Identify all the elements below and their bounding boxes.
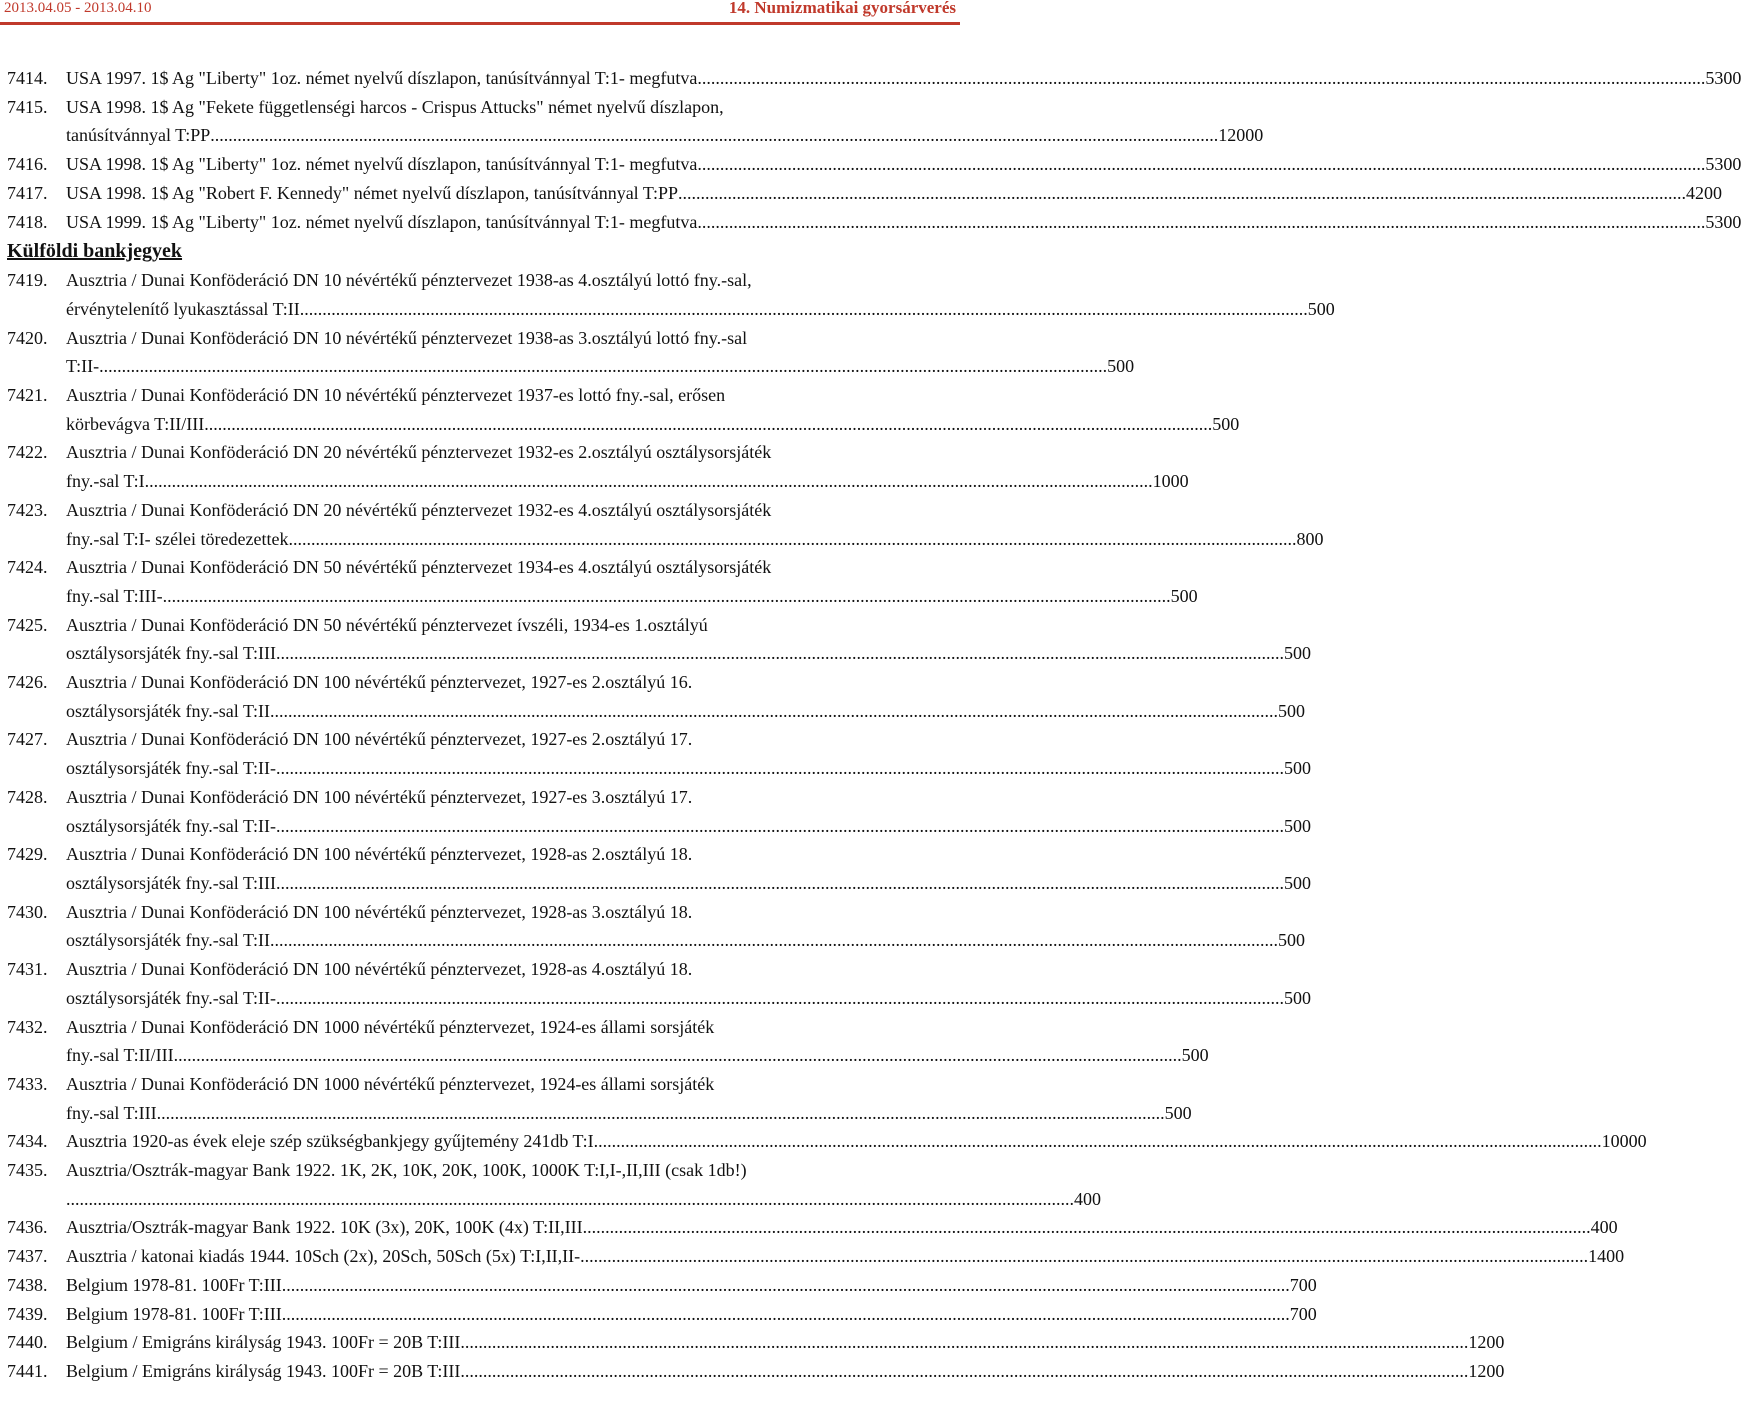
lot-body bbox=[66, 955, 1311, 1012]
lot-price-line bbox=[66, 208, 1741, 237]
dot-leader bbox=[460, 1357, 1468, 1386]
lot-description-end: USA 1999. 1$ Ag "Liberty" 1oz. német nyelvű díszlapon, tanúsítvánnyal T:1- megfutva bbox=[66, 211, 698, 232]
dot-leader bbox=[697, 150, 1705, 179]
lot-price: 500 bbox=[1284, 987, 1312, 1008]
lot-price: 1200 bbox=[1468, 1332, 1505, 1353]
lot-price-line bbox=[66, 1357, 1504, 1386]
lot-entry bbox=[7, 208, 1741, 237]
lot-price: 1400 bbox=[1588, 1246, 1625, 1267]
lot-price: 500 bbox=[1284, 643, 1312, 664]
lot-price: 10000 bbox=[1601, 1131, 1647, 1152]
lot-price: 500 bbox=[1278, 930, 1306, 951]
lot-description: Ausztria / Dunai Konföderáció DN 10 névértékű pénztervezet 1938-as 4.osztályú lottó fny.-sal, bbox=[66, 270, 752, 291]
lot-description-end: USA 1998. 1$ Ag "Liberty" 1oz. német nyelvű díszlapon, tanúsítvánnyal T:1- megfutva bbox=[66, 154, 698, 175]
lot-entry bbox=[7, 1300, 1317, 1329]
lot-number: 7428. bbox=[7, 786, 48, 807]
lot-price-line bbox=[66, 1099, 1192, 1128]
dot-leader bbox=[66, 1185, 1074, 1214]
lot-body bbox=[66, 208, 1741, 237]
lot-price: 500 bbox=[1278, 700, 1306, 721]
lot-price-line bbox=[66, 697, 1305, 726]
lot-number: 7437. bbox=[7, 1246, 48, 1267]
lot-description: Ausztria / Dunai Konföderáció DN 100 névértékű pénztervezet, 1927-es 2.osztályú 16. bbox=[66, 672, 693, 693]
lot-body bbox=[66, 64, 1741, 93]
lot-price-line bbox=[66, 1127, 1647, 1156]
lot-price-line bbox=[66, 295, 1335, 324]
lot-entry bbox=[7, 1271, 1317, 1300]
auction-title: 14. Numizmatikai gyorsárverés bbox=[728, 0, 956, 17]
page-header bbox=[0, 0, 960, 36]
lot-number: 7422. bbox=[7, 442, 48, 463]
lot-number: 7426. bbox=[7, 672, 48, 693]
lot-description-end: fny.-sal T:II/III bbox=[66, 1045, 174, 1066]
lot-price: 800 bbox=[1296, 528, 1324, 549]
lot-price-line bbox=[66, 639, 1311, 668]
lot-price-line bbox=[66, 1271, 1317, 1300]
lot-entry bbox=[7, 324, 1135, 381]
lot-price: 500 bbox=[1181, 1045, 1209, 1066]
lot-entry bbox=[7, 898, 1306, 955]
lot-description-end: USA 1998. 1$ Ag "Robert F. Kennedy" német nyelvű díszlapon, tanúsítvánnyal T:PP bbox=[66, 182, 678, 203]
lot-number: 7424. bbox=[7, 557, 48, 578]
dot-leader bbox=[594, 1127, 1602, 1156]
lot-description: Ausztria/Osztrák-magyar Bank 1922. 1K, 2K, 10K, 20K, 100K, 1000K T:I,I-,II,III (csak 1db!) bbox=[66, 1160, 747, 1181]
lot-description: Ausztria / Dunai Konföderáció DN 10 névértékű pénztervezet 1937-es lottó fny.-sal, erősen bbox=[66, 385, 726, 406]
lot-price-line bbox=[66, 1242, 1624, 1271]
dot-leader bbox=[174, 1041, 1182, 1070]
lot-description-end: osztálysorsjáték fny.-sal T:II bbox=[66, 700, 271, 721]
lot-description-end: fny.-sal T:III- bbox=[66, 585, 163, 606]
lot-price: 400 bbox=[1074, 1188, 1101, 1209]
lot-number: 7429. bbox=[7, 844, 48, 865]
lot-price-line bbox=[66, 1041, 1209, 1070]
lot-body bbox=[66, 324, 1134, 381]
dot-leader bbox=[276, 984, 1284, 1013]
lot-price-line bbox=[66, 582, 1198, 611]
dot-leader bbox=[157, 1099, 1165, 1128]
lot-description: Ausztria / Dunai Konföderáció DN 50 névértékű pénztervezet 1934-es 4.osztályú osztálysorsjáték bbox=[66, 557, 772, 578]
lot-price-line bbox=[66, 525, 1324, 554]
lot-price: 500 bbox=[1170, 585, 1198, 606]
section-title: Külföldi bankjegyek bbox=[7, 240, 183, 263]
lot-price: 5300 bbox=[1705, 68, 1741, 88]
lot-description-end: osztálysorsjáték fny.-sal T:II- bbox=[66, 815, 277, 836]
lot-body bbox=[66, 611, 1311, 668]
lot-body bbox=[66, 898, 1305, 955]
lot-body bbox=[66, 1328, 1504, 1357]
lot-price: 12000 bbox=[1218, 125, 1264, 146]
lot-body bbox=[66, 1213, 1618, 1242]
lot-group-usa bbox=[7, 64, 1741, 236]
lot-number: 7431. bbox=[7, 959, 48, 980]
lot-description-end: Belgium 1978-81. 100Fr T:III bbox=[66, 1303, 282, 1324]
lot-description-end: körbevágva T:II/III bbox=[66, 413, 205, 434]
lot-price-line bbox=[66, 64, 1741, 93]
lot-number: 7440. bbox=[7, 1332, 48, 1353]
lot-entry bbox=[7, 93, 1264, 150]
lot-description-end: osztálysorsjáték fny.-sal T:II bbox=[66, 930, 271, 951]
lot-body bbox=[66, 266, 1335, 323]
lot-description-end: fny.-sal T:I bbox=[66, 471, 145, 492]
lot-number: 7421. bbox=[7, 385, 48, 406]
lot-number: 7418. bbox=[7, 211, 48, 232]
lot-body bbox=[66, 1156, 1101, 1213]
lot-price-line bbox=[66, 869, 1311, 898]
lot-entry bbox=[7, 668, 1306, 725]
lot-number: 7414. bbox=[7, 68, 48, 88]
lot-price-line bbox=[66, 926, 1305, 955]
lot-description-end: osztálysorsjáték fny.-sal T:II- bbox=[66, 987, 277, 1008]
dot-leader bbox=[145, 467, 1153, 496]
lot-body bbox=[66, 1127, 1647, 1156]
dot-leader bbox=[276, 869, 1284, 898]
lot-number: 7416. bbox=[7, 154, 48, 175]
lot-price: 700 bbox=[1289, 1274, 1317, 1295]
lot-price-line bbox=[66, 150, 1741, 179]
lot-number: 7427. bbox=[7, 729, 48, 750]
lot-price: 1200 bbox=[1468, 1360, 1505, 1381]
lot-entry bbox=[7, 1242, 1625, 1271]
lot-description-end: Ausztria/Osztrák-magyar Bank 1922. 10K (3x), 20K, 100K (4x) T:II,III bbox=[66, 1217, 583, 1238]
lot-price-line bbox=[66, 352, 1134, 381]
dot-leader bbox=[210, 121, 1218, 150]
lot-body bbox=[66, 496, 1324, 553]
lot-number: 7434. bbox=[7, 1131, 48, 1152]
lot-description: Ausztria / Dunai Konföderáció DN 100 névértékű pénztervezet, 1928-as 3.osztályú 18. bbox=[66, 901, 693, 922]
lot-entry bbox=[7, 553, 1198, 610]
lot-description-end: Ausztria / katonai kiadás 1944. 10Sch (2x), 20Sch, 50Sch (5x) T:I,II,II- bbox=[66, 1246, 581, 1267]
lot-number: 7438. bbox=[7, 1274, 48, 1295]
dot-leader bbox=[270, 926, 1278, 955]
lot-entry bbox=[7, 64, 1741, 93]
lot-number: 7425. bbox=[7, 614, 48, 635]
lot-description-end: osztálysorsjáték fny.-sal T:III bbox=[66, 643, 277, 664]
lot-description-end: T:II- bbox=[66, 356, 100, 377]
lot-entry bbox=[7, 1357, 1505, 1386]
lot-price: 500 bbox=[1164, 1102, 1192, 1123]
lot-body bbox=[66, 1242, 1624, 1271]
dot-leader bbox=[276, 754, 1284, 783]
lot-body bbox=[66, 150, 1741, 179]
dot-leader bbox=[282, 1300, 1290, 1329]
dot-leader bbox=[276, 639, 1284, 668]
dot-leader bbox=[282, 1271, 1290, 1300]
lot-price-line bbox=[66, 1185, 1101, 1214]
lot-number: 7435. bbox=[7, 1160, 48, 1181]
dot-leader bbox=[163, 582, 1171, 611]
lot-price: 5300 bbox=[1705, 154, 1741, 175]
lot-description-end: Belgium / Emigráns királyság 1943. 100Fr = 20B T:III bbox=[66, 1332, 461, 1353]
lot-entry bbox=[7, 150, 1741, 179]
dot-leader bbox=[204, 410, 1212, 439]
lot-price: 500 bbox=[1212, 413, 1240, 434]
lot-number: 7436. bbox=[7, 1217, 48, 1238]
dot-leader bbox=[697, 64, 1705, 93]
lot-entry bbox=[7, 179, 1722, 208]
header-rule bbox=[0, 22, 960, 25]
lot-list bbox=[7, 64, 1741, 1386]
lot-number: 7441. bbox=[7, 1360, 48, 1381]
lot-body bbox=[66, 840, 1311, 897]
lot-description: Ausztria / Dunai Konföderáció DN 20 névértékű pénztervezet 1932-es 4.osztályú osztálysorsjáték bbox=[66, 499, 772, 520]
lot-description: Ausztria / Dunai Konföderáció DN 100 névértékű pénztervezet, 1927-es 3.osztályú 17. bbox=[66, 786, 693, 807]
lot-description: Ausztria / Dunai Konföderáció DN 1000 névértékű pénztervezet, 1924-es állami sorsjáték bbox=[66, 1016, 715, 1037]
lot-description: Ausztria / Dunai Konföderáció DN 50 névértékű pénztervezet ívszéli, 1934-es 1.osztályú bbox=[66, 614, 708, 635]
lot-description-end: tanúsítvánnyal T:PP bbox=[66, 125, 211, 146]
lot-price: 500 bbox=[1284, 758, 1312, 779]
lot-body bbox=[66, 1271, 1317, 1300]
lot-body bbox=[66, 1357, 1504, 1386]
lot-price-line bbox=[66, 1300, 1317, 1329]
lot-number: 7433. bbox=[7, 1073, 48, 1094]
lot-number: 7430. bbox=[7, 901, 48, 922]
lot-entry bbox=[7, 1127, 1647, 1156]
lot-description-end: fny.-sal T:I- szélei töredezettek bbox=[66, 528, 289, 549]
lot-price-line bbox=[66, 467, 1189, 496]
lot-description: Ausztria / Dunai Konföderáció DN 100 névértékű pénztervezet, 1928-as 4.osztályú 18. bbox=[66, 959, 693, 980]
lot-description-end: fny.-sal T:III bbox=[66, 1102, 157, 1123]
dot-leader bbox=[580, 1242, 1588, 1271]
dot-leader bbox=[460, 1328, 1468, 1357]
lot-price: 500 bbox=[1284, 815, 1312, 836]
lot-price: 5300 bbox=[1705, 211, 1741, 232]
lot-entry bbox=[7, 381, 1240, 438]
lot-entry bbox=[7, 1070, 1192, 1127]
lot-description-end: Ausztria 1920-as évek eleje szép szükségbankjegy gyűjtemény 241db T:I bbox=[66, 1131, 594, 1152]
lot-price-line bbox=[66, 1328, 1504, 1357]
lot-price: 500 bbox=[1307, 298, 1335, 319]
lot-number: 7423. bbox=[7, 499, 48, 520]
lot-entry bbox=[7, 438, 1189, 495]
lot-price-line bbox=[66, 984, 1311, 1013]
lot-body bbox=[66, 381, 1239, 438]
lot-body bbox=[66, 93, 1263, 150]
lot-description-end: Belgium 1978-81. 100Fr T:III bbox=[66, 1274, 282, 1295]
lot-entry bbox=[7, 1213, 1618, 1242]
lot-entry bbox=[7, 783, 1312, 840]
lot-body bbox=[66, 179, 1722, 208]
lot-description: USA 1998. 1$ Ag "Fekete függetlenségi harcos - Crispus Attucks" német nyelvű díszlapon, bbox=[66, 96, 724, 117]
lot-entry bbox=[7, 955, 1312, 1012]
lot-number: 7417. bbox=[7, 182, 48, 203]
lot-body bbox=[66, 1070, 1192, 1127]
lot-entry bbox=[7, 611, 1312, 668]
dot-leader bbox=[270, 697, 1278, 726]
lot-price: 1000 bbox=[1152, 471, 1189, 492]
lot-entry bbox=[7, 496, 1324, 553]
lot-body bbox=[66, 1013, 1209, 1070]
lot-entry bbox=[7, 266, 1335, 323]
lot-number: 7439. bbox=[7, 1303, 48, 1324]
lot-description: Ausztria / Dunai Konföderáció DN 1000 névértékű pénztervezet, 1924-es állami sorsjáték bbox=[66, 1073, 715, 1094]
dot-leader bbox=[300, 295, 1308, 324]
dot-leader bbox=[697, 208, 1705, 237]
lot-body bbox=[66, 668, 1305, 725]
lot-number: 7415. bbox=[7, 96, 48, 117]
lot-entry bbox=[7, 1013, 1209, 1070]
lot-price: 500 bbox=[1284, 872, 1312, 893]
dot-leader bbox=[583, 1213, 1591, 1242]
lot-price: 4200 bbox=[1685, 182, 1722, 203]
lot-number: 7420. bbox=[7, 327, 48, 348]
lot-number: 7419. bbox=[7, 270, 48, 291]
lot-description-end: érvénytelenítő lyukasztással T:II bbox=[66, 298, 300, 319]
lot-description-end: Belgium / Emigráns királyság 1943. 100Fr = 20B T:III bbox=[66, 1360, 461, 1381]
lot-description: Ausztria / Dunai Konföderáció DN 10 névértékű pénztervezet 1938-as 3.osztályú lottó fny.-sal bbox=[66, 327, 748, 348]
lot-body bbox=[66, 553, 1198, 610]
lot-body bbox=[66, 783, 1311, 840]
lot-description-end: osztálysorsjáték fny.-sal T:III bbox=[66, 872, 277, 893]
lot-price: 500 bbox=[1107, 356, 1135, 377]
lot-price-line bbox=[66, 754, 1311, 783]
lot-price-line bbox=[66, 812, 1311, 841]
lot-entry bbox=[7, 1328, 1505, 1357]
lot-price-line bbox=[66, 410, 1239, 439]
lot-group-banknotes bbox=[7, 266, 1647, 1385]
lot-price-line bbox=[66, 179, 1722, 208]
lot-entry bbox=[7, 725, 1312, 782]
dot-leader bbox=[276, 812, 1284, 841]
dot-leader bbox=[289, 525, 1297, 554]
lot-number: 7432. bbox=[7, 1016, 48, 1037]
dot-leader bbox=[99, 352, 1107, 381]
lot-price-line bbox=[66, 121, 1263, 150]
lot-description: Ausztria / Dunai Konföderáció DN 100 névértékű pénztervezet, 1928-as 2.osztályú 18. bbox=[66, 844, 693, 865]
lot-description: Ausztria / Dunai Konföderáció DN 20 névértékű pénztervezet 1932-es 2.osztályú osztálysorsjáték bbox=[66, 442, 772, 463]
lot-body bbox=[66, 438, 1189, 495]
lot-price: 700 bbox=[1289, 1303, 1317, 1324]
lot-entry bbox=[7, 1156, 1101, 1213]
lot-body bbox=[66, 725, 1311, 782]
lot-body bbox=[66, 1300, 1317, 1329]
lot-description-end: osztálysorsjáték fny.-sal T:II- bbox=[66, 758, 277, 779]
lot-description-end: USA 1997. 1$ Ag "Liberty" 1oz. német nyelvű díszlapon, tanúsítvánnyal T:1- megfutva bbox=[66, 68, 698, 88]
lot-description: Ausztria / Dunai Konföderáció DN 100 névértékű pénztervezet, 1927-es 2.osztályú 17. bbox=[66, 729, 693, 750]
lot-entry bbox=[7, 840, 1312, 897]
lot-price-line bbox=[66, 1213, 1618, 1242]
dot-leader bbox=[678, 179, 1686, 208]
auction-dates: 2013.04.05 - 2013.04.10 bbox=[4, 0, 152, 16]
lot-price: 400 bbox=[1590, 1217, 1618, 1238]
